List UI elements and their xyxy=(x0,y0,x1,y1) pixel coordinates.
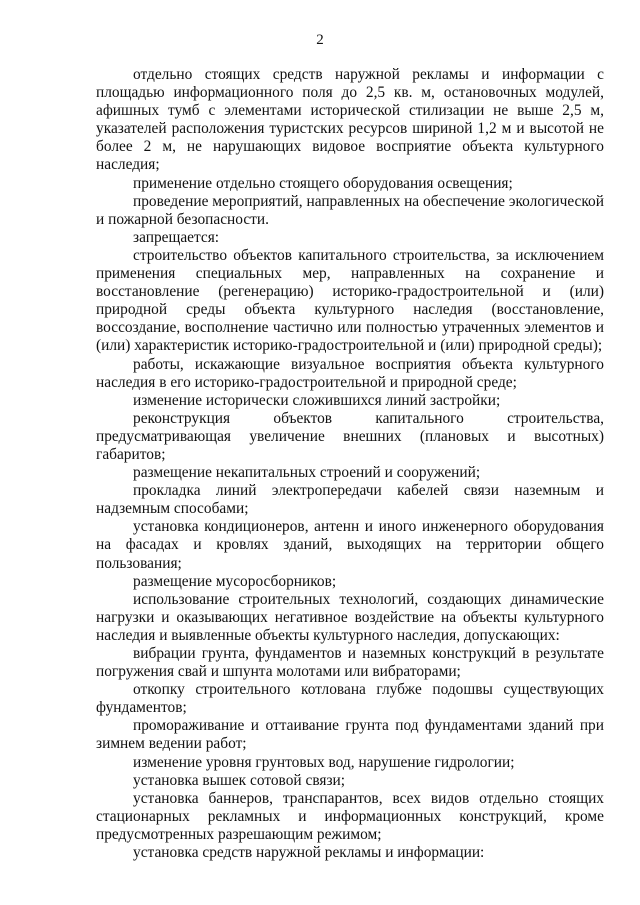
paragraph-lighting-equipment: применение отдельно стоящего оборудования освещения; xyxy=(133,174,513,192)
paragraph-building-lines: изменение исторически сложившихся линий застройки; xyxy=(133,391,501,409)
paragraph-capital-construction: строительство объектов капитального строительства, за исключением применения специальных мер, направленных на сохранение и восстановление (регенерацию) историко-градостроительной и (или) природной среды объекта культурного наследия (восстановление, воссоздание, восполнение частично или полностью утраченных элементов и (или) характеристик историко-градостроительной и (или) природной среды); xyxy=(96,246,604,355)
paragraph-visual-perception-works: работы, искажающие визуальное восприятия объекта культурного наследия в его историко-градостроительной и природной среде; xyxy=(96,355,604,391)
paragraph-banners: установка баннеров, транспарантов, всех видов отдельно стоящих стационарных рекламных и информационных конструкций, кроме предусмотренных разрешающим режимом; xyxy=(96,789,604,843)
paragraph-safety-measures: проведение мероприятий, направленных на обеспечение экологической и пожарной безопасности. xyxy=(96,192,604,228)
page-number: 2 xyxy=(316,32,324,48)
paragraph-ground-freezing: промораживание и оттаивание грунта под фундаментами зданий при зимнем ведении работ; xyxy=(96,717,604,753)
paragraph-temporary-structures: размещение некапитальных строений и сооружений; xyxy=(133,464,481,482)
document-body xyxy=(96,66,604,862)
paragraph-reconstruction: реконструкция объектов капитального строительства, предусматривающая увеличение внешних (плановых и высотных) габаритов; xyxy=(96,409,604,463)
paragraph-engineering-equipment: установка кондиционеров, антенн и иного инженерного оборудования на фасадах и кровлях зданий, выходящих на территории общего пользования; xyxy=(96,518,604,572)
paragraph-construction-technologies: использование строительных технологий, создающих динамические нагрузки и оказывающих негативное воздействие на объекты культурного наследия и выявленные объекты культурного наследия, допускающих: xyxy=(96,590,604,644)
paragraph-cell-towers: установка вышек сотовой связи; xyxy=(133,771,346,789)
paragraph-vibrations: вибрации грунта, фундаментов и наземных конструкций в результате погружения свай и шпунта молотами или вибраторами; xyxy=(96,645,604,681)
paragraph-outdoor-advertising-exception: отдельно стоящих средств наружной рекламы и информации с площадью информационного поля до 2,5 кв. м, остановочных модулей, афишных тумб с элементами исторической стилизации не выше 2,5 м, указателей расположения туристских ресурсов шириной 1,2 м и высотой не более 2 м, не нарушающих видовое восприятие объекта культурного наследия; xyxy=(96,66,604,174)
paragraph-prohibited-heading: запрещается: xyxy=(133,228,220,246)
paragraph-excavation: откопку строительного котлована глубже подошвы существующих фундаментов; xyxy=(96,681,604,717)
paragraph-groundwater: изменение уровня грунтовых вод, нарушение гидрологии; xyxy=(133,753,515,771)
paragraph-power-lines: прокладка линий электропередачи кабелей связи наземным и надземным способами; xyxy=(96,482,604,518)
paragraph-waste-bins: размещение мусоросборников; xyxy=(133,572,337,590)
paragraph-outdoor-advertising: установка средств наружной рекламы и информации: xyxy=(133,844,485,862)
